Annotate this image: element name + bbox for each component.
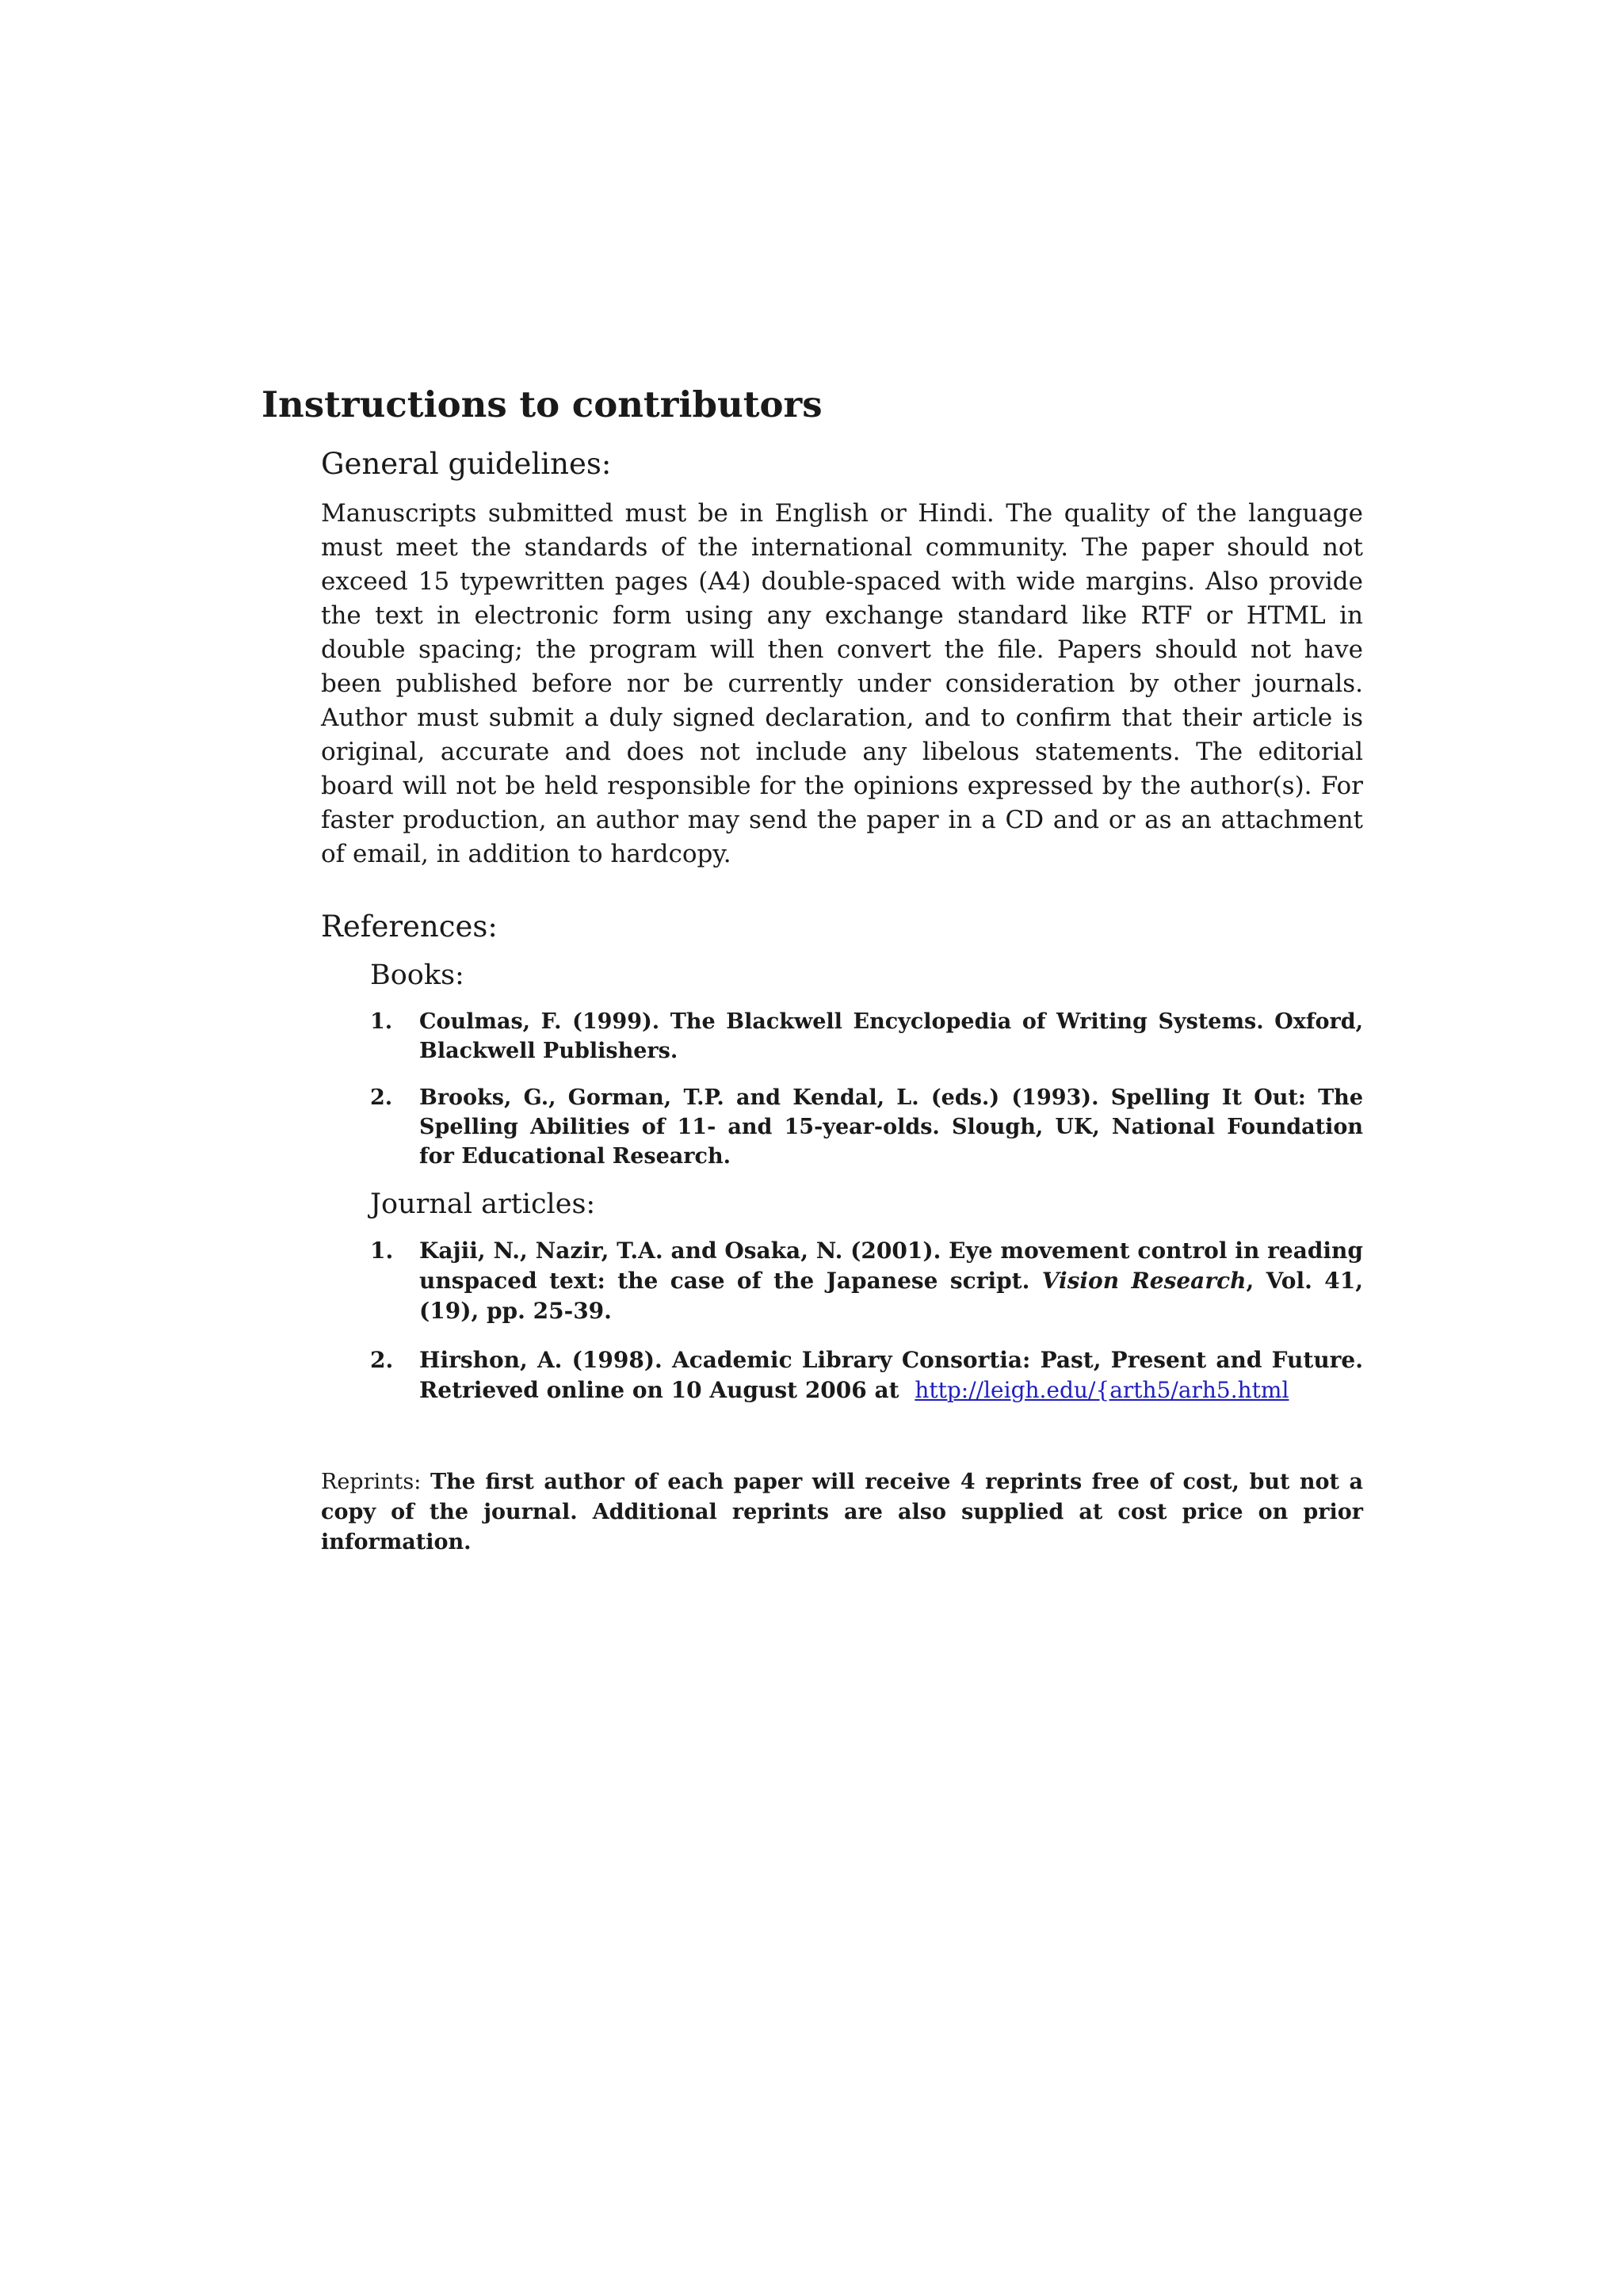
books-list — [370, 1007, 1363, 1171]
general-guidelines-text: Manuscripts submitted must be in English or Hindi. The quality of the language must meet the standards of the international community. The paper should not exceed 15 typewritten pages (A4) double-spaced with wide margins. Also provide the text in electronic form using any exchange standard like RTF or HTML in double spacing; the program will then convert the file. Papers should not have been published before nor be currently under consideration by other journals. Author must submit a duly signed declaration, and to confirm that their article is original, accurate and does not include any libelous statements. The editorial board will not be held responsible for the opinions expressed by the author(s). For faster production, an author may send the paper in a CD and or as an attachment of email, in addition to hardcopy. — [321, 499, 1363, 868]
reference-number: 1. — [370, 1238, 394, 1264]
references-block — [370, 959, 1363, 1405]
reprints-label: Reprints: — [321, 1470, 430, 1494]
book-reference-2 — [370, 1083, 1363, 1171]
journal-articles-list — [370, 1236, 1363, 1405]
reference-number: 2. — [370, 1347, 394, 1373]
reference-text-tail: , Vol. 41, (19), pp. 25-39. — [419, 1268, 1364, 1324]
reprints-text: The first author of each paper will receive 4 reprints free of cost, but not a copy of the journal. Additional reprints are also supplied at cost price on prior information. — [321, 1470, 1363, 1554]
reprints-note — [321, 1467, 1363, 1558]
reference-link[interactable]: http://leigh.edu/{arth5/arh5.html — [915, 1377, 1289, 1403]
reference-number: 1. — [370, 1009, 393, 1034]
content-body — [321, 447, 1363, 1579]
journal-reference-2 — [370, 1345, 1363, 1405]
references-heading: References: — [321, 910, 498, 944]
reference-text: Brooks, G., Gorman, T.P. and Kendal, L. (eds.) (1993). Spelling It Out: The Spelling Abilities of 11- and 15-year-olds. Slough, UK, National Foundation for Educational Research. — [419, 1085, 1363, 1169]
reference-text: Kajii, N., Nazir, T.A. and Osaka, N. (2001). Eye movement control in reading unspaced text: the case of the Japanese script. — [419, 1238, 1363, 1294]
journal-reference-1 — [370, 1236, 1363, 1326]
reference-text: Coulmas, F. (1999). The Blackwell Encyclopedia of Writing Systems. Oxford, Blackwell Publishers. — [419, 1009, 1363, 1063]
book-reference-1 — [370, 1007, 1363, 1066]
journal-articles-heading: Journal articles: — [370, 1188, 596, 1220]
general-guidelines-heading: General guidelines: — [321, 447, 612, 481]
books-heading: Books: — [370, 959, 464, 991]
reference-number: 2. — [370, 1085, 393, 1110]
reference-text: Hirshon, A. (1998). Academic Library Consortia: Past, Present and Future. Retrieved online on 10 August 2006 at — [419, 1347, 1363, 1403]
page-title: Instructions to contributors — [262, 383, 823, 425]
journal-name: Vision Research — [1041, 1268, 1247, 1294]
